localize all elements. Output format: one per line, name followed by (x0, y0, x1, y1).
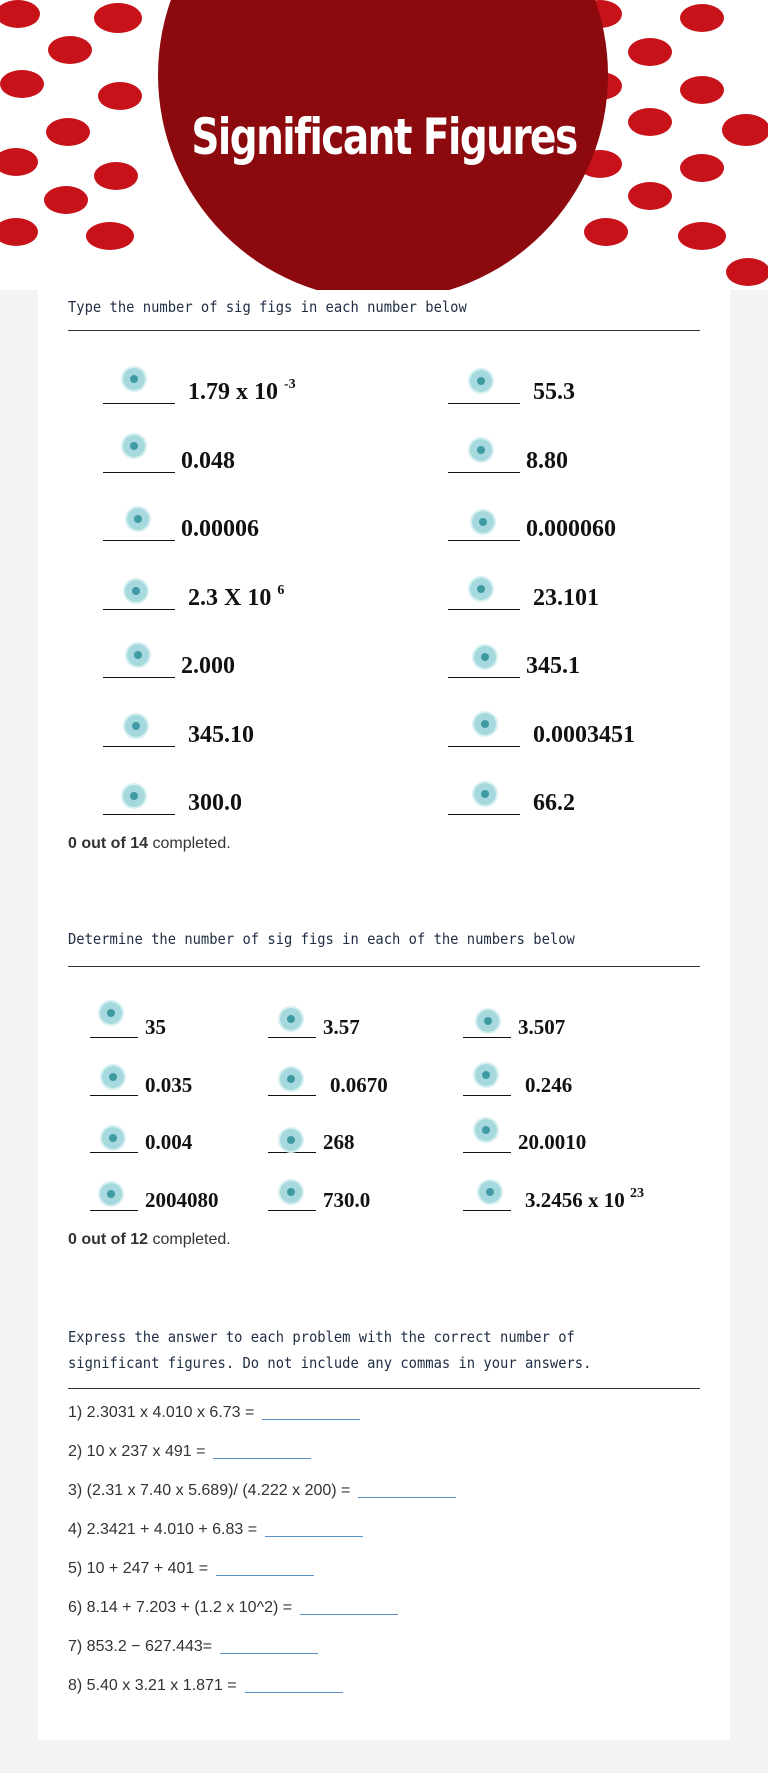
number-base: 55.3 (533, 379, 575, 405)
polka-dot (628, 182, 672, 210)
progress-suffix: completed. (148, 1231, 231, 1248)
number-value (188, 582, 285, 612)
answer-marker-icon[interactable] (100, 1183, 122, 1205)
answer-marker-icon[interactable] (475, 1064, 497, 1086)
answer-blank[interactable] (103, 814, 175, 815)
answer-marker-icon[interactable] (123, 368, 145, 390)
progress-suffix: completed. (148, 835, 231, 852)
answer-marker-icon[interactable] (474, 646, 496, 668)
section-determine-sig-figs (38, 926, 730, 1286)
number-base: 0.004 (145, 1130, 193, 1154)
answer-blank[interactable] (268, 1095, 316, 1096)
answer-marker-icon[interactable] (474, 713, 496, 735)
number-value (145, 1015, 166, 1040)
polka-dot (0, 218, 38, 246)
answer-marker-icon[interactable] (470, 439, 492, 461)
answer-marker-icon[interactable] (127, 644, 149, 666)
number-value (526, 653, 580, 680)
problem-item (68, 1443, 311, 1461)
problem-text: 7) 853.2 − 627.443= (68, 1638, 213, 1655)
number-value (323, 1130, 355, 1155)
number-value (188, 722, 254, 749)
answer-blank[interactable] (463, 1095, 511, 1096)
problem-item (68, 1404, 360, 1422)
answer-blank[interactable] (268, 1210, 316, 1211)
number-base: 1.79 x 10 (188, 379, 284, 405)
sig-fig-question (448, 644, 726, 684)
sig-fig-question (463, 1062, 725, 1102)
sig-fig-question (448, 781, 733, 821)
answer-blank[interactable] (448, 677, 520, 678)
number-base: 345.1 (526, 653, 580, 679)
polka-dot (0, 70, 44, 98)
problem-text: 2) 10 x 237 x 491 = (68, 1443, 206, 1460)
problem-item (68, 1560, 314, 1578)
number-value (533, 722, 635, 749)
answer-blank[interactable] (103, 609, 175, 610)
number-value (533, 585, 599, 612)
answer-blank[interactable] (463, 1152, 511, 1153)
problem-text: 6) 8.14 + 7.203 + (1.2 x 10^2) = (68, 1599, 293, 1616)
number-base: 66.2 (533, 790, 575, 816)
answer-marker-icon[interactable] (123, 435, 145, 457)
answer-blank[interactable] (448, 814, 520, 815)
section-heading: Express the answer to each problem with the correct number of significant figures. Do not include any commas in your answers. (68, 1328, 592, 1372)
sig-fig-question (103, 781, 388, 821)
number-base: 2004080 (145, 1187, 219, 1212)
number-value (188, 379, 296, 406)
problem-text: 4) 2.3421 + 4.010 + 6.83 = (68, 1521, 258, 1538)
section-divider (68, 966, 700, 967)
answer-marker-icon[interactable] (280, 1181, 302, 1203)
number-base: 0.0670 (330, 1072, 388, 1097)
answer-input[interactable] (213, 1458, 311, 1459)
problem-item (68, 1521, 363, 1539)
answer-blank[interactable] (268, 1152, 316, 1153)
problem-text: 3) (2.31 x 7.40 x 5.689)/ (4.222 x 200) = (68, 1482, 351, 1499)
header-banner (0, 0, 768, 290)
polka-dot (94, 162, 138, 190)
number-value (526, 516, 616, 543)
answer-blank[interactable] (448, 403, 520, 404)
number-base: 300.0 (188, 790, 242, 816)
sig-fig-question (103, 576, 388, 616)
polka-dot (46, 118, 90, 146)
number-value (526, 448, 568, 475)
problem-item (68, 1638, 318, 1656)
answer-input[interactable] (358, 1497, 456, 1498)
section-heading: Determine the number of sig figs in each of the numbers below (68, 930, 575, 948)
answer-marker-icon[interactable] (280, 1068, 302, 1090)
number-base: 35 (145, 1015, 166, 1039)
answer-marker-icon[interactable] (102, 1127, 124, 1149)
polka-dot (584, 218, 628, 246)
problem-item (68, 1599, 398, 1617)
answer-marker-icon[interactable] (474, 783, 496, 805)
polka-dot (94, 3, 142, 33)
sig-fig-question (103, 507, 381, 547)
answer-blank[interactable] (90, 1210, 138, 1211)
number-exponent: 23 (630, 1185, 644, 1201)
answer-blank[interactable] (103, 746, 175, 747)
number-value (533, 379, 575, 406)
answer-marker-icon[interactable] (475, 1119, 497, 1141)
polka-dot (628, 38, 672, 66)
number-value (323, 1015, 360, 1040)
number-value (518, 1130, 586, 1155)
problem-text: 1) 2.3031 x 4.010 x 6.73 = (68, 1404, 255, 1421)
polka-dot (0, 0, 40, 28)
problem-text: 5) 10 + 247 + 401 = (68, 1560, 209, 1577)
number-base: 0.048 (181, 447, 235, 474)
answer-input[interactable] (216, 1575, 314, 1576)
answer-marker-icon[interactable] (477, 1010, 499, 1032)
sig-fig-question (448, 370, 733, 410)
number-base: 23.101 (533, 584, 599, 611)
answer-blank[interactable] (448, 746, 520, 747)
section-express-answers (38, 1324, 730, 1744)
problem-text: 8) 5.40 x 3.21 x 1.871 = (68, 1677, 237, 1694)
answer-blank[interactable] (463, 1210, 511, 1211)
number-base: 2.000 (181, 653, 235, 679)
polka-dot (680, 76, 724, 104)
number-value (145, 1188, 219, 1213)
page-title: Significant Figures (191, 108, 577, 166)
answer-marker-icon[interactable] (127, 508, 149, 530)
answer-marker-icon[interactable] (280, 1008, 302, 1030)
answer-marker-icon[interactable] (102, 1066, 124, 1088)
problem-item (68, 1482, 456, 1500)
section-type-sig-figs (38, 290, 730, 890)
answer-marker-icon[interactable] (479, 1181, 501, 1203)
number-base: 0.00006 (181, 516, 259, 542)
polka-dot (48, 36, 92, 64)
section-divider (68, 330, 700, 331)
polka-dot (680, 4, 724, 32)
number-base: 2.3 X 10 (188, 584, 278, 611)
answer-blank[interactable] (103, 540, 175, 541)
number-base: 730.0 (323, 1187, 371, 1212)
sig-fig-question (448, 507, 726, 547)
number-base: 0.035 (145, 1072, 193, 1097)
polka-dot (680, 154, 724, 182)
sig-fig-question (103, 713, 388, 753)
number-value (323, 1188, 370, 1213)
number-base: 3.507 (518, 1015, 566, 1039)
number-value (330, 1073, 388, 1098)
number-value (525, 1185, 644, 1213)
number-base: 20.0010 (518, 1130, 587, 1154)
answer-marker-icon[interactable] (280, 1129, 302, 1151)
polka-dot (44, 186, 88, 214)
answer-input[interactable] (300, 1614, 398, 1615)
number-base: 268 (323, 1130, 355, 1154)
problem-item (68, 1677, 343, 1695)
number-value (518, 1015, 565, 1040)
answer-blank[interactable] (103, 472, 175, 473)
worksheet-card (38, 290, 730, 1740)
number-value (145, 1073, 192, 1098)
answer-marker-icon[interactable] (125, 580, 147, 602)
number-value (181, 448, 235, 475)
number-base: 8.80 (526, 447, 568, 474)
answer-blank[interactable] (268, 1037, 316, 1038)
number-value (181, 653, 235, 680)
section-divider (68, 1388, 700, 1389)
sig-fig-question (103, 439, 381, 479)
sig-fig-question (463, 1177, 725, 1217)
answer-blank[interactable] (448, 540, 520, 541)
polka-dot (678, 222, 726, 250)
answer-marker-icon[interactable] (100, 1002, 122, 1024)
number-base: 0.000060 (526, 516, 616, 542)
answer-blank[interactable] (103, 403, 175, 404)
progress-count: 0 out of 12 (68, 1231, 149, 1248)
answer-marker-icon[interactable] (123, 785, 145, 807)
answer-blank[interactable] (90, 1037, 138, 1038)
number-value (533, 790, 575, 817)
answer-blank[interactable] (448, 472, 520, 473)
answer-blank[interactable] (103, 677, 175, 678)
answer-blank[interactable] (448, 609, 520, 610)
number-value (188, 790, 242, 817)
progress-text (68, 1231, 231, 1249)
number-value (525, 1073, 572, 1098)
sig-fig-question (463, 1119, 718, 1159)
polka-dot (0, 148, 38, 176)
polka-dot (98, 82, 142, 110)
progress-count: 0 out of 14 (68, 835, 149, 852)
answer-input[interactable] (245, 1692, 343, 1693)
sig-fig-question (103, 644, 381, 684)
number-value (145, 1130, 192, 1155)
number-exponent: -3 (284, 377, 296, 392)
answer-blank[interactable] (463, 1037, 511, 1038)
number-value (181, 516, 259, 543)
sig-fig-question (448, 576, 733, 616)
answer-marker-icon[interactable] (470, 370, 492, 392)
answer-blank[interactable] (90, 1152, 138, 1153)
polka-dot (722, 114, 768, 146)
answer-input[interactable] (262, 1419, 360, 1420)
number-base: 3.57 (323, 1015, 360, 1039)
answer-marker-icon[interactable] (472, 511, 494, 533)
number-base: 0.0003451 (533, 721, 635, 748)
sig-fig-question (448, 713, 733, 753)
progress-text (68, 835, 231, 853)
number-base: 0.246 (525, 1072, 573, 1097)
answer-input[interactable] (220, 1653, 318, 1654)
sig-fig-question (463, 1004, 718, 1044)
sig-fig-question (448, 439, 726, 479)
sig-fig-question (103, 370, 388, 410)
number-base: 3.2456 x 10 (525, 1187, 630, 1212)
section-heading: Type the number of sig figs in each number below (68, 298, 467, 316)
answer-marker-icon[interactable] (470, 578, 492, 600)
number-exponent: 6 (277, 582, 285, 598)
answer-blank[interactable] (90, 1095, 138, 1096)
polka-dot (726, 258, 768, 286)
number-base: 345.10 (188, 721, 254, 748)
answer-marker-icon[interactable] (125, 715, 147, 737)
answer-input[interactable] (265, 1536, 363, 1537)
polka-dot (86, 222, 134, 250)
